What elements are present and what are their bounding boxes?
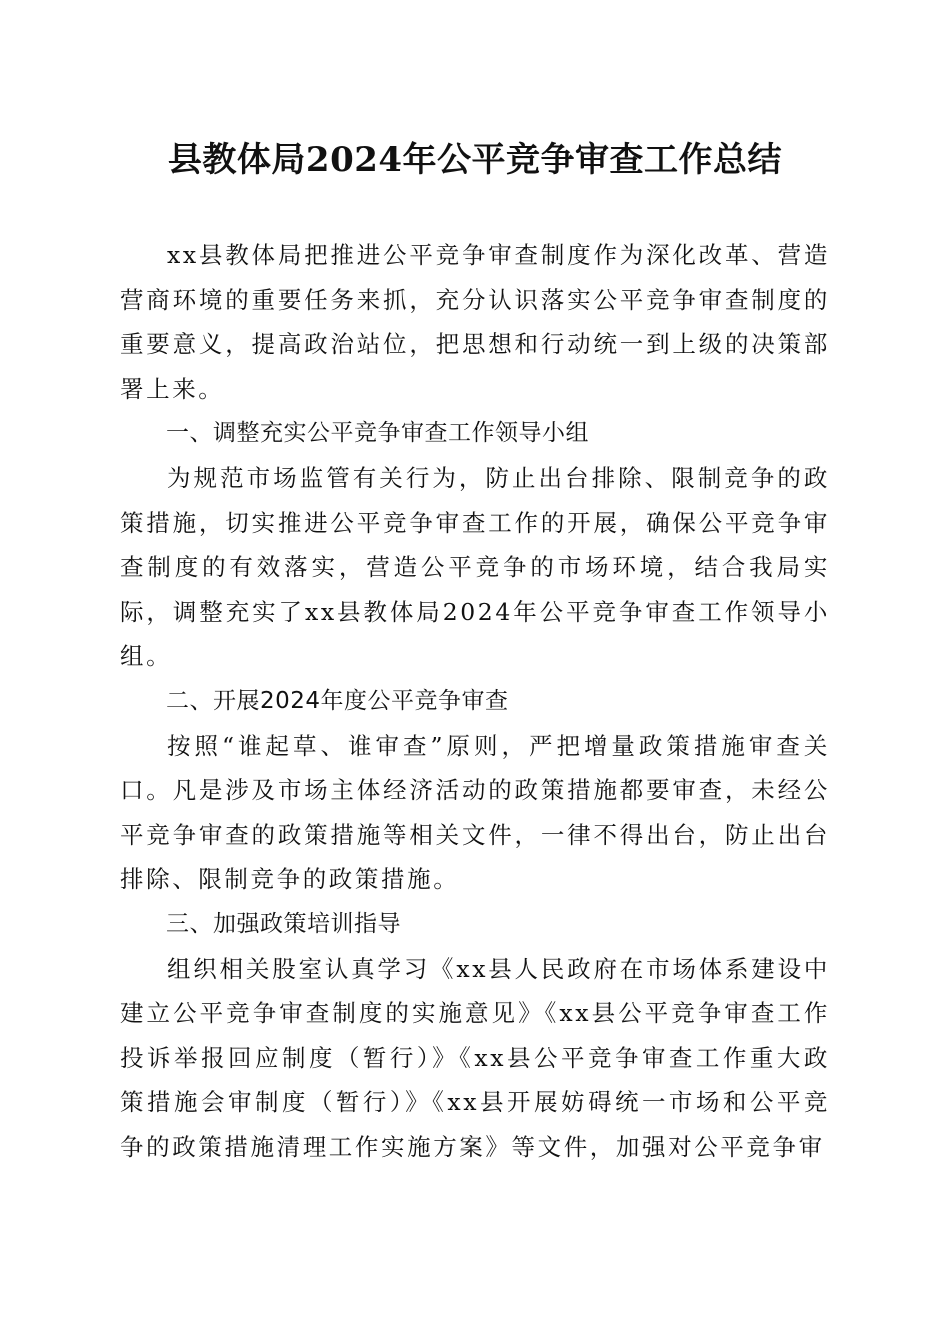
section-3-paragraph: 组织相关股室认真学习《xx县人民政府在市场体系建设中建立公平竞争审查制度的实施意见》《xx县公平竞争审查工作投诉举报回应制度（暂行）》《xx县公平竞争审查工作重大政策措施会审制度（暂行）》《xx县开展妨碍统一市场和公平竞争的政策措施清理工作实施方案》等文件，加强对公平竞争审 [120,954,830,1161]
document-body [120,233,830,1169]
section-1-paragraph: 为规范市场监管有关行为，防止出台排除、限制竞争的政策措施，切实推进公平竞争审查工作的开展，确保公平竞争审查制度的有效落实，营造公平竞争的市场环境，结合我局实际，调整充实了xx县教体局2024年公平竞争审查工作领导小组。 [120,463,830,671]
section-3-heading: 三、加强政策培训指导 [166,910,401,937]
intro-paragraph: xx县教体局把推进公平竞争审查制度作为深化改革、营造营商环境的重要任务来抓，充分认识落实公平竞争审查制度的重要意义，提高政治站位，把思想和行动统一到上级的决策部署上来。 [120,241,830,403]
section-2-heading: 二、开展2024年度公平竞争审查 [166,687,509,714]
document-title: 县教体局2024年公平竞争审查工作总结 [167,140,783,180]
section-1-heading: 一、调整充实公平竞争审查工作领导小组 [166,420,589,447]
section-2-paragraph: 按照“谁起草、谁审查”原则，严把增量政策措施审查关口。凡是涉及市场主体经济活动的政策措施都要审查，未经公平竞争审查的政策措施等相关文件，一律不得出台，防止出台排除、限制竞争的政策措施。 [120,731,830,894]
